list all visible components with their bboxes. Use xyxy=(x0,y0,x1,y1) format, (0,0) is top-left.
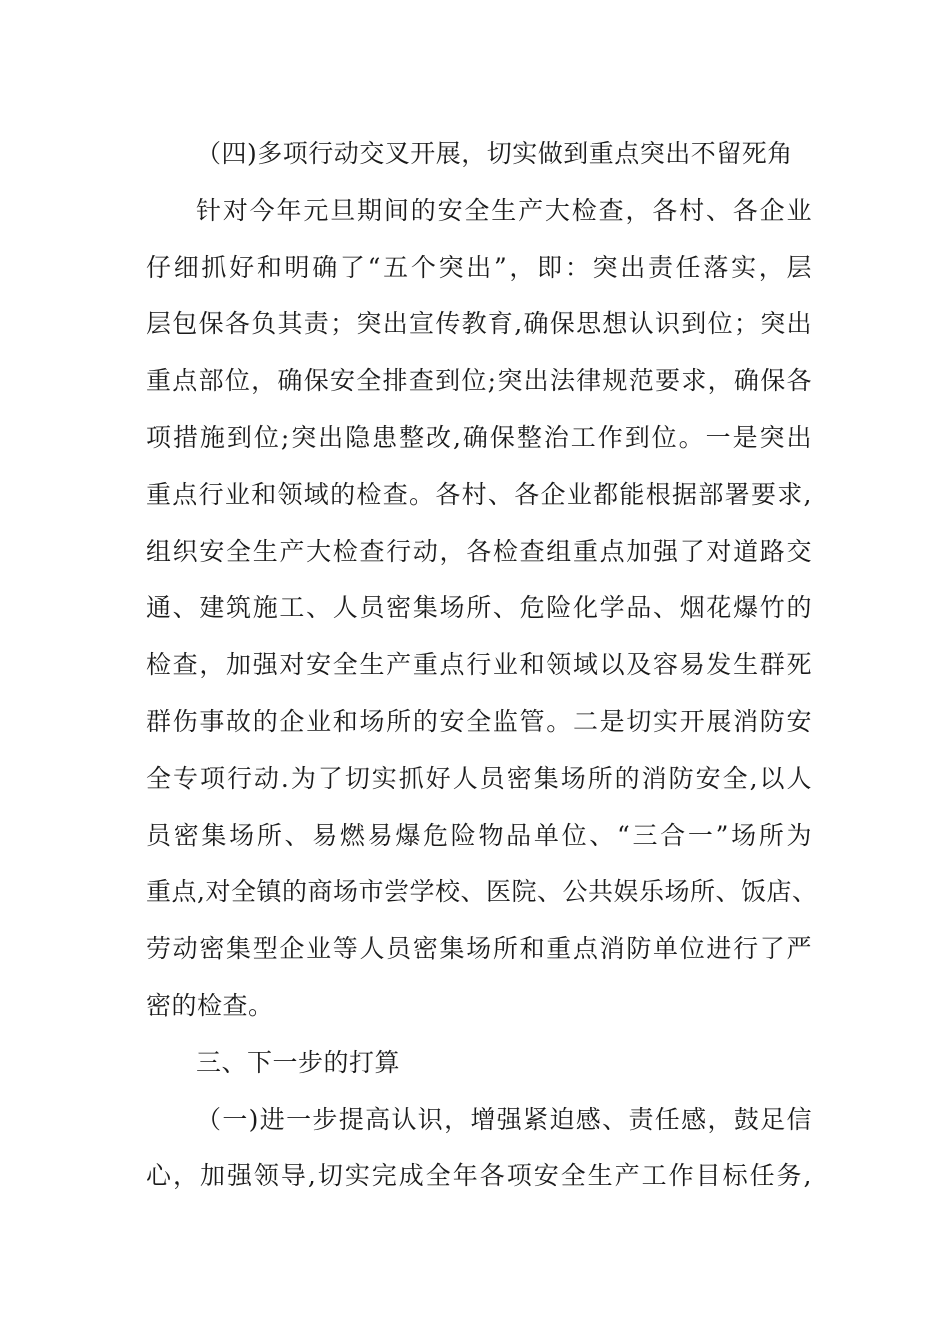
paragraph-line: 层包保各负其责；突出宣传教育,确保思想认识到位；突出 xyxy=(146,309,812,339)
paragraph-line: 重点部位，确保安全排查到位;突出法律规范要求，确保各 xyxy=(146,366,812,396)
paragraph-line: （一)进一步提高认识，增强紧迫感、责任感，鼓足信 xyxy=(196,1104,812,1134)
paragraph-line: 重点行业和领域的检查。各村、各企业都能根据部署要求, xyxy=(146,479,812,509)
paragraph-line: 通、建筑施工、人员密集场所、危险化学品、烟花爆竹的 xyxy=(146,593,812,623)
paragraph-line: 员密集场所、易燃易爆危险物品单位、“三合一”场所为 xyxy=(146,820,812,850)
section-heading-four: （四)多项行动交叉开展，切实做到重点突出不留死角 xyxy=(196,139,793,168)
paragraph-line: 针对今年元旦期间的安全生产大检查，各村、各企业 xyxy=(196,195,812,225)
paragraph-line: 重点,对全镇的商场市尝学校、医院、公共娱乐场所、饭店、 xyxy=(146,877,818,907)
document-body xyxy=(146,126,818,1205)
paragraph-line: 全专项行动.为了切实抓好人员密集场所的消防安全,以人 xyxy=(146,763,812,793)
paragraph-line: 项措施到位;突出隐患整改,确保整治工作到位。一是突出 xyxy=(146,422,812,452)
paragraph-line: 检查，加强对安全生产重点行业和领域以及容易发生群死 xyxy=(146,650,812,680)
paragraph-line: 群伤事故的企业和场所的安全监管。二是切实开展消防安 xyxy=(146,706,812,736)
paragraph-line: 组织安全生产大检查行动，各检查组重点加强了对道路交 xyxy=(146,536,812,566)
section-heading-three: 三、下一步的打算 xyxy=(196,1047,401,1077)
paragraph-line: 密的检查。 xyxy=(146,990,274,1020)
paragraph-line: 心，加强领导,切实完成全年各项安全生产工作目标任务, xyxy=(146,1161,812,1191)
paragraph-line: 仔细抓好和明确了“五个突出”，即：突出责任落实，层 xyxy=(146,252,812,282)
paragraph-line: 劳动密集型企业等人员密集场所和重点消防单位进行了严 xyxy=(146,934,812,964)
